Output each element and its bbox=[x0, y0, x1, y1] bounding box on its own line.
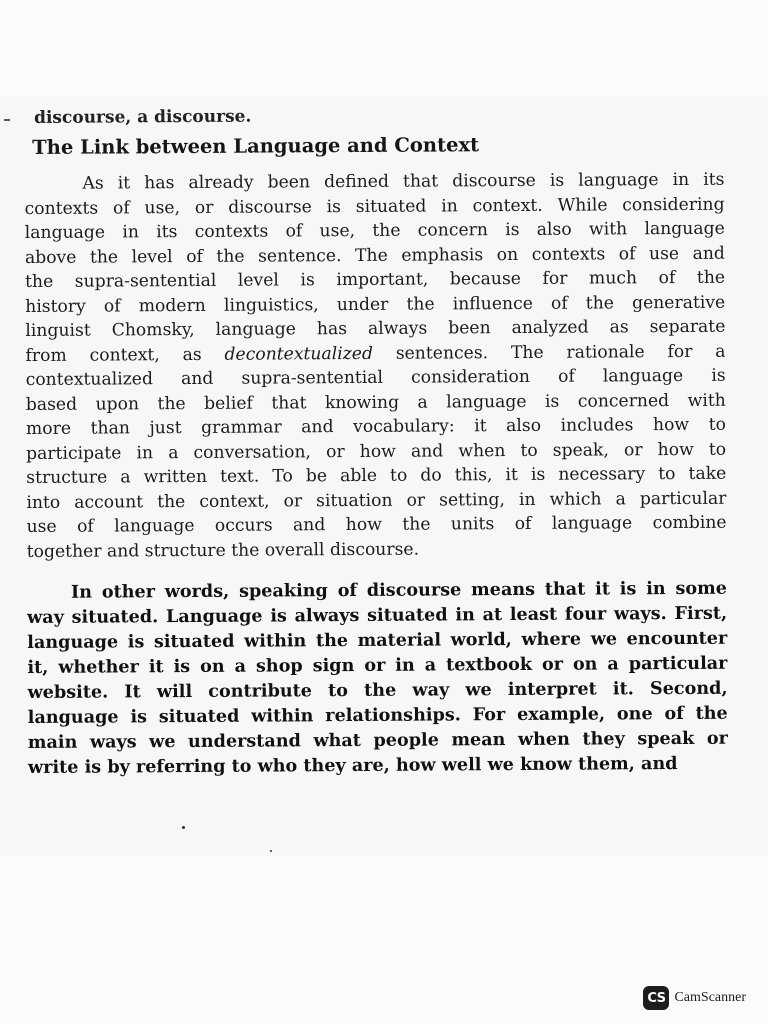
cutoff-text-line: discourse, a discourse. bbox=[33, 106, 252, 128]
paragraph-line: contexts of use, or discourse is situated in context. While considering bbox=[24, 194, 725, 219]
paragraph-line: use of language occurs and how the units of language combine bbox=[26, 512, 727, 537]
speck-mark bbox=[182, 826, 185, 829]
paragraph-line: into account the context, or situation or setting, in which a particular bbox=[26, 488, 727, 513]
paragraph-line: the supra-sentential level is important, because for much of the bbox=[25, 267, 726, 292]
line-text: sentences. The rationale for a bbox=[372, 341, 726, 364]
paragraph-line: main ways we understand what people mean when they speak or bbox=[27, 727, 728, 753]
camscanner-logo-icon: CS bbox=[643, 986, 669, 1010]
speck-mark bbox=[270, 850, 272, 852]
section-heading: The Link between Language and Context bbox=[32, 133, 480, 159]
paragraph-line: contextualized and supra-sentential consideration of language is bbox=[25, 365, 726, 390]
paragraph-line: write is by referring to who they are, how well we know them, and bbox=[27, 753, 678, 778]
paragraph-1 bbox=[24, 168, 726, 564]
paragraph-line: language is situated within the material world, where we encounter bbox=[27, 627, 728, 653]
document-body bbox=[24, 104, 728, 780]
camscanner-brand-text: CamScanner bbox=[674, 990, 746, 1005]
line-text: from context, as bbox=[25, 344, 225, 366]
italic-term: decontextualized bbox=[224, 343, 374, 365]
paragraph-line: participate in a conversation, or how and when to speak, or how to bbox=[26, 439, 727, 464]
paragraph-line: As it has already been defined that discourse is language in its bbox=[82, 169, 725, 194]
paragraph-line: website. It will contribute to the way we interpret it. Second, bbox=[27, 677, 728, 703]
paragraph-line: language is situated within relationships. For example, one of the bbox=[27, 702, 728, 728]
margin-mark bbox=[4, 119, 10, 121]
paragraph-line: language in its contexts of use, the concern is also with language bbox=[24, 218, 725, 243]
paragraph-line: history of modern linguistics, under the influence of the generative bbox=[25, 292, 726, 317]
paragraph-line: structure a written text. To be able to do this, it is necessary to take bbox=[26, 463, 727, 488]
paragraph-line: way situated. Language is always situated in at least four ways. First, bbox=[27, 602, 728, 628]
paragraph-line: it, whether it is on a shop sign or in a textbook or on a particular bbox=[27, 652, 728, 678]
paragraph-line: based upon the belief that knowing a language is concerned with bbox=[25, 390, 726, 415]
camscanner-watermark bbox=[643, 986, 746, 1010]
paragraph-line: more than just grammar and vocabulary: it also includes how to bbox=[25, 414, 727, 439]
paragraph-line: linguist Chomsky, language has always been analyzed as separate bbox=[25, 316, 726, 341]
paragraph-line: In other words, speaking of discourse means that it is in some bbox=[70, 577, 728, 603]
paragraph-line: above the level of the sentence. The emphasis on contexts of use and bbox=[24, 243, 725, 268]
paragraph-line: together and structure the overall discourse. bbox=[26, 539, 420, 562]
paragraph-2 bbox=[27, 576, 728, 780]
